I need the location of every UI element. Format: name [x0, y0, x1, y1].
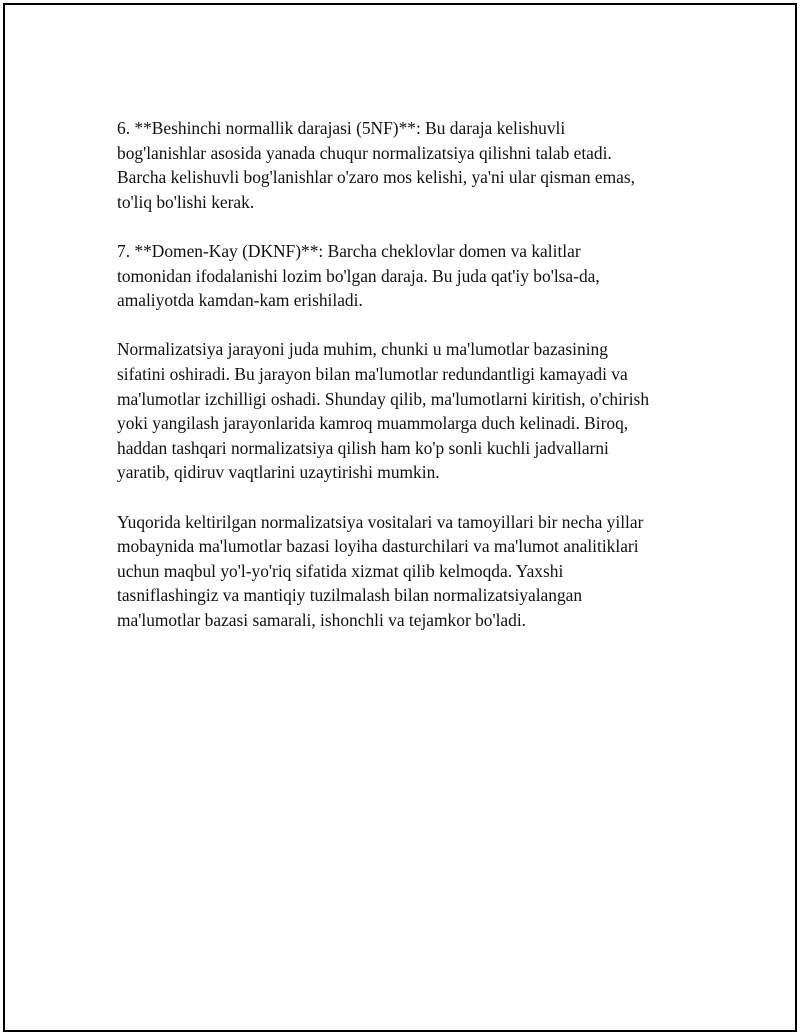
- text-line: haddan tashqari normalizatsiya qilish ham ko'p sonli kuchli jadvallarni: [117, 437, 609, 458]
- text-line: 6. **Beshinchi normallik darajasi (5NF)**: Bu daraja kelishuvli: [117, 118, 566, 138]
- text-line: Barcha kelishuvli bog'lanishlar o'zaro mos kelishi, ya'ni ular qisman emas,: [117, 167, 635, 188]
- text-line: tasniflashingiz va mantiqiy tuzilmalash bilan normalizatsiyalangan: [117, 585, 583, 606]
- paragraph-dknf: [117, 239, 692, 313]
- text-line: mobaynida ma'lumotlar bazasi loyiha dasturchilari va ma'lumot analitiklari: [117, 536, 639, 557]
- text-line: ma'lumotlar izchilligi oshadi. Shunday qilib, ma'lumotlarni kiritish, o'chirish: [117, 388, 650, 409]
- text-line: yaratib, qidiruv vaqtlarini uzaytirishi mumkin.: [117, 462, 440, 483]
- text-line: sifatini oshiradi. Bu jarayon bilan ma'lumotlar redundantligi kamayadi va: [117, 363, 628, 384]
- text-line: ma'lumotlar bazasi samarali, ishonchli va tejamkor bo'ladi.: [117, 609, 527, 630]
- text-line: uchun maqbul yo'l-yo'riq sifatida xizmat qilib kelmoqda. Yaxshi: [117, 560, 564, 581]
- paragraph-5nf: [117, 116, 692, 214]
- text-line: amaliyotda kamdan-kam erishiladi.: [117, 290, 363, 311]
- text-line: yoki yangilash jarayonlarida kamroq muammolarga duch kelinadi. Biroq,: [117, 413, 629, 434]
- document-body: [117, 116, 692, 657]
- text-line: Yuqorida keltirilgan normalizatsiya vositalari va tamoyillari bir necha yillar: [117, 511, 644, 532]
- text-line: Normalizatsiya jarayoni juda muhim, chunki u ma'lumotlar bazasining: [117, 339, 608, 360]
- text-line: bog'lanishlar asosida yanada chuqur normalizatsiya qilishni talab etadi.: [117, 142, 612, 163]
- text-line: to'liq bo'lishi kerak.: [117, 191, 255, 212]
- text-line: tomonidan ifodalanishi lozim bo'lgan daraja. Bu juda qat'iy bo'lsa-da,: [117, 265, 600, 286]
- paragraph-importance: [117, 337, 692, 485]
- paragraph-conclusion: [117, 510, 692, 633]
- text-line: 7. **Domen-Kay (DKNF)**: Barcha cheklovlar domen va kalitlar: [117, 240, 581, 261]
